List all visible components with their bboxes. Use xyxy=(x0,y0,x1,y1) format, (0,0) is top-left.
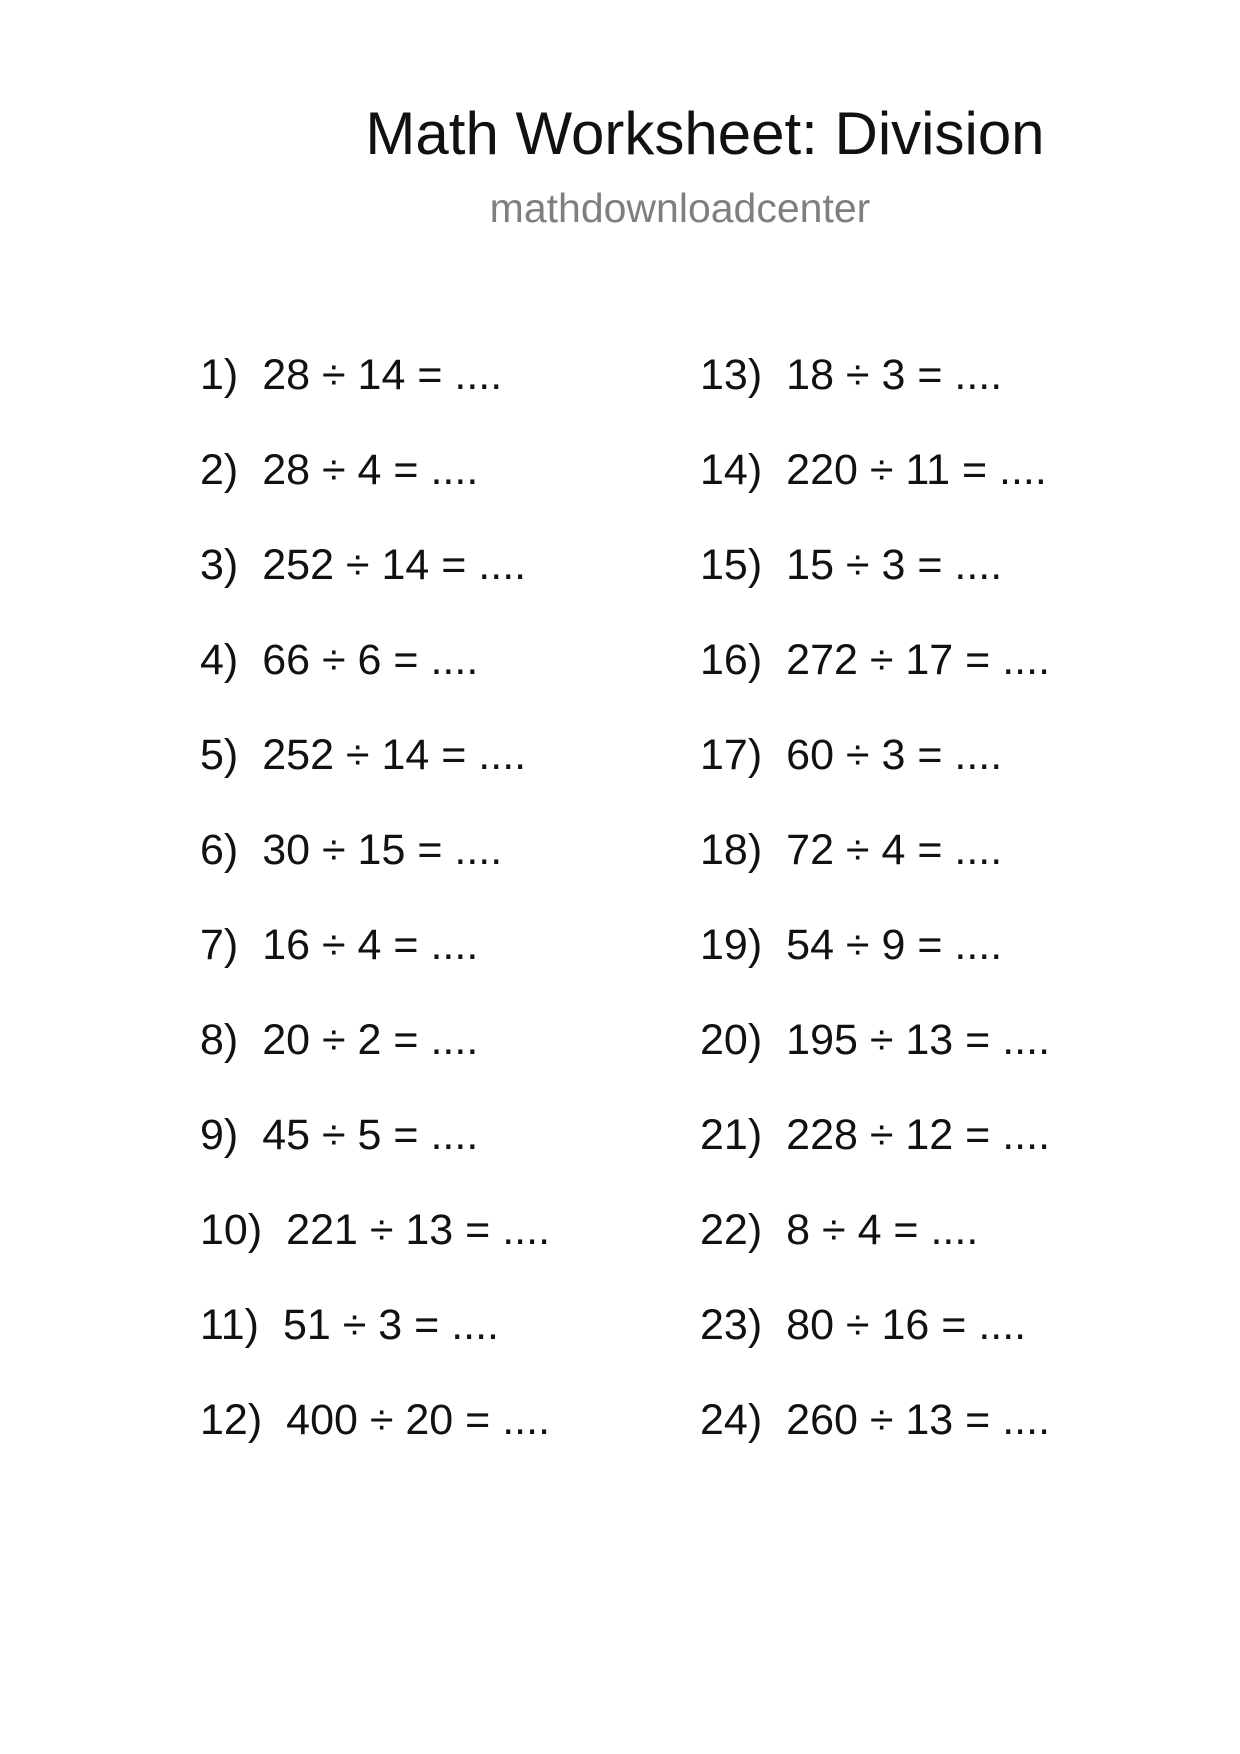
problem-item xyxy=(200,635,550,730)
problem-column-left xyxy=(200,350,550,1490)
problem-item xyxy=(700,1110,1050,1205)
problem-expression: 72 ÷ 4 = .... xyxy=(786,826,1003,874)
problem-expression: 45 ÷ 5 = .... xyxy=(262,1111,479,1159)
problem-item xyxy=(200,1300,550,1395)
problem-expression: 220 ÷ 11 = .... xyxy=(786,446,1047,494)
problem-column-right xyxy=(700,350,1050,1490)
problem-number: 4) xyxy=(200,636,239,684)
problem-item xyxy=(700,635,1050,730)
problem-expression: 221 ÷ 13 = .... xyxy=(286,1206,551,1254)
problem-item xyxy=(700,1395,1050,1490)
problem-item xyxy=(700,920,1050,1015)
problem-number: 17) xyxy=(700,731,763,779)
problem-number: 6) xyxy=(200,826,239,874)
problem-number: 19) xyxy=(700,921,763,969)
problem-number: 24) xyxy=(700,1396,763,1444)
problem-number: 1) xyxy=(200,351,239,399)
problem-expression: 15 ÷ 3 = .... xyxy=(786,541,1003,589)
problem-item xyxy=(700,350,1050,445)
problem-number: 8) xyxy=(200,1016,239,1064)
problem-expression: 228 ÷ 12 = .... xyxy=(786,1111,1051,1159)
problem-number: 3) xyxy=(200,541,239,589)
worksheet-title: Math Worksheet: Division xyxy=(365,100,1045,167)
problem-number: 22) xyxy=(700,1206,763,1254)
problem-item xyxy=(700,540,1050,635)
problem-number: 18) xyxy=(700,826,763,874)
problem-expression: 80 ÷ 16 = .... xyxy=(786,1301,1027,1349)
problem-number: 16) xyxy=(700,636,763,684)
problem-expression: 252 ÷ 14 = .... xyxy=(262,541,527,589)
problem-item xyxy=(700,1205,1050,1300)
problem-item xyxy=(200,540,550,635)
problem-item xyxy=(700,730,1050,825)
problem-expression: 60 ÷ 3 = .... xyxy=(786,731,1003,779)
problem-item xyxy=(200,1110,550,1205)
problem-number: 11) xyxy=(200,1301,259,1349)
problem-item xyxy=(200,920,550,1015)
problem-item xyxy=(200,1015,550,1110)
problem-number: 9) xyxy=(200,1111,239,1159)
problem-item xyxy=(700,825,1050,920)
problem-number: 23) xyxy=(700,1301,763,1349)
problem-item xyxy=(200,350,550,445)
problem-expression: 20 ÷ 2 = .... xyxy=(262,1016,479,1064)
worksheet-subtitle: mathdownloadcenter xyxy=(489,185,871,231)
problem-number: 10) xyxy=(200,1206,263,1254)
problem-number: 2) xyxy=(200,446,239,494)
problem-expression: 28 ÷ 14 = .... xyxy=(262,351,503,399)
problem-expression: 8 ÷ 4 = .... xyxy=(786,1206,979,1254)
problem-expression: 272 ÷ 17 = .... xyxy=(786,636,1051,684)
problem-expression: 16 ÷ 4 = .... xyxy=(262,921,479,969)
problem-number: 5) xyxy=(200,731,239,779)
problem-expression: 30 ÷ 15 = .... xyxy=(262,826,503,874)
problem-item xyxy=(200,445,550,540)
problem-expression: 260 ÷ 13 = .... xyxy=(786,1396,1051,1444)
problem-number: 12) xyxy=(200,1396,263,1444)
problem-expression: 51 ÷ 3 = .... xyxy=(282,1301,499,1349)
problem-number: 20) xyxy=(700,1016,763,1064)
problem-expression: 66 ÷ 6 = .... xyxy=(262,636,479,684)
problem-expression: 28 ÷ 4 = .... xyxy=(262,446,479,494)
problem-item xyxy=(200,1395,550,1490)
problem-item xyxy=(200,825,550,920)
problem-item xyxy=(700,1015,1050,1110)
problem-item xyxy=(200,730,550,825)
problem-number: 14) xyxy=(700,446,763,494)
problem-item xyxy=(200,1205,550,1300)
problem-expression: 18 ÷ 3 = .... xyxy=(786,351,1003,399)
problem-expression: 252 ÷ 14 = .... xyxy=(262,731,527,779)
problem-number: 7) xyxy=(200,921,239,969)
problem-number: 15) xyxy=(700,541,763,589)
problem-item xyxy=(700,1300,1050,1395)
problem-number: 21) xyxy=(700,1111,763,1159)
problem-expression: 400 ÷ 20 = .... xyxy=(286,1396,551,1444)
problem-item xyxy=(700,445,1050,540)
problem-number: 13) xyxy=(700,351,763,399)
problem-expression: 54 ÷ 9 = .... xyxy=(786,921,1003,969)
problem-expression: 195 ÷ 13 = .... xyxy=(786,1016,1051,1064)
